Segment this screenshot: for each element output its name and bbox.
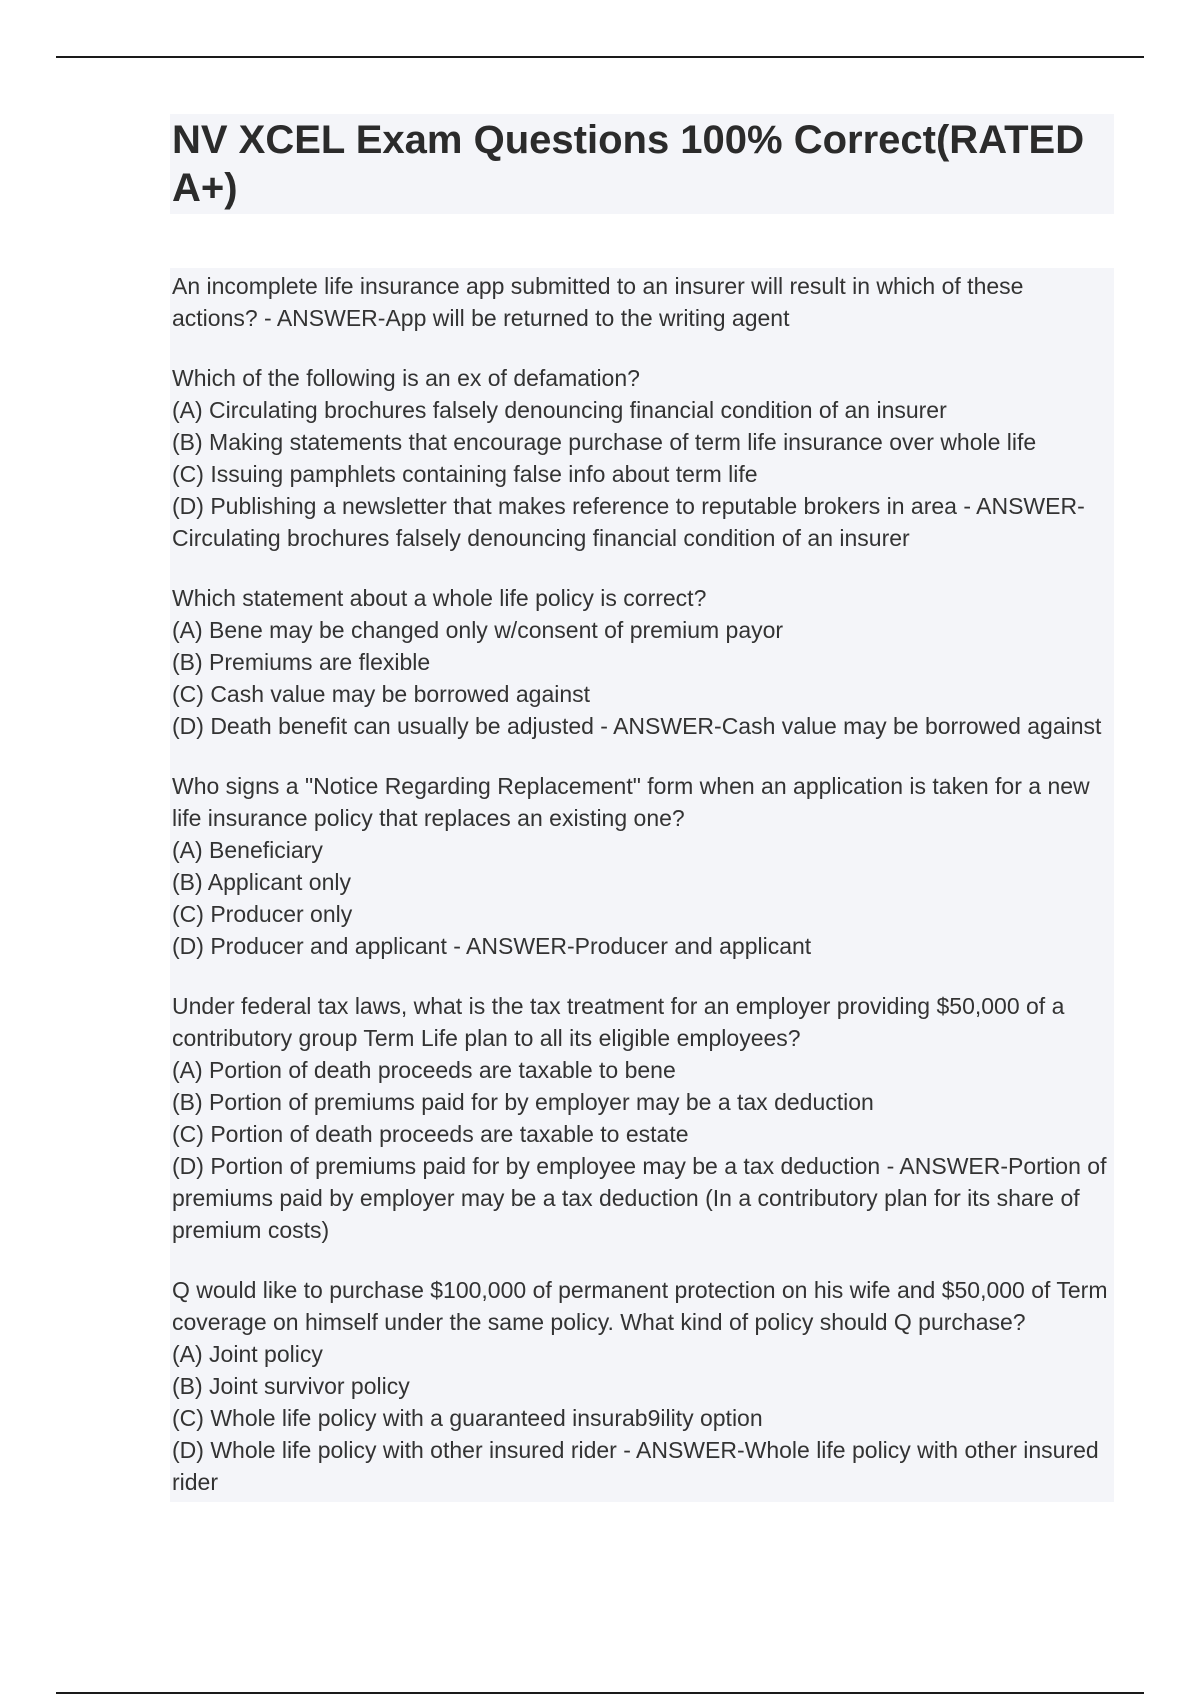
question-text: An incomplete life insurance app submitted to an insurer will result in which of these actions? - ANSWER-App will be returned to the writing agent (172, 273, 1024, 331)
question-block-2 (170, 362, 1114, 554)
question-block-5 (170, 990, 1114, 1246)
bottom-rule (56, 1692, 1144, 1694)
option-d-answer: (D) Portion of premiums paid for by employee may be a tax deduction - ANSWER-Portion of premiums paid by employer may be a tax deduction (In a contributory plan for its share of premium costs) (172, 1153, 1107, 1243)
option-a: (A) Bene may be changed only w/consent of premium payor (172, 617, 784, 643)
question-block-4 (170, 770, 1114, 962)
questions-section (170, 268, 1114, 1502)
option-d-answer: (D) Death benefit can usually be adjusted - ANSWER-Cash value may be borrowed against (172, 713, 1102, 739)
question-text: Which statement about a whole life policy is correct? (172, 585, 707, 611)
top-rule (56, 56, 1144, 58)
option-b: (B) Making statements that encourage purchase of term life insurance over whole life (172, 429, 1037, 455)
option-b: (B) Premiums are flexible (172, 649, 431, 675)
option-a: (A) Joint policy (172, 1341, 323, 1367)
option-c: (C) Producer only (172, 901, 353, 927)
option-c: (C) Portion of death proceeds are taxable to estate (172, 1121, 689, 1147)
option-a: (A) Portion of death proceeds are taxable to bene (172, 1057, 676, 1083)
option-b: (B) Joint survivor policy (172, 1373, 410, 1399)
option-d-answer: (D) Publishing a newsletter that makes reference to reputable brokers in area - ANSWER-Circulating brochures falsely denouncing financial condition of an insurer (172, 493, 1085, 551)
document-title: NV XCEL Exam Questions 100% Correct(RATED A+) (172, 118, 1085, 210)
option-c: (C) Whole life policy with a guaranteed insurab9ility option (172, 1405, 763, 1431)
option-d-answer: (D) Producer and applicant - ANSWER-Producer and applicant (172, 933, 812, 959)
option-c: (C) Issuing pamphlets containing false info about term life (172, 461, 758, 487)
title-band (170, 114, 1114, 214)
question-text: Under federal tax laws, what is the tax treatment for an employer providing $50,000 of a contributory group Term Life plan to all its eligible employees? (172, 993, 1065, 1051)
question-block-3 (170, 582, 1114, 742)
question-block-6 (170, 1274, 1114, 1498)
option-c: (C) Cash value may be borrowed against (172, 681, 591, 707)
option-b: (B) Portion of premiums paid for by employer may be a tax deduction (172, 1089, 874, 1115)
question-text: Who signs a "Notice Regarding Replacement" form when an application is taken for a new life insurance policy that replaces an existing one? (172, 773, 1090, 831)
option-b: (B) Applicant only (172, 869, 351, 895)
option-d-answer: (D) Whole life policy with other insured rider - ANSWER-Whole life policy with other insured rider (172, 1437, 1099, 1495)
option-a: (A) Circulating brochures falsely denouncing financial condition of an insurer (172, 397, 947, 423)
question-text: Which of the following is an ex of defamation? (172, 365, 640, 391)
question-block-1 (170, 270, 1114, 334)
question-text: Q would like to purchase $100,000 of permanent protection on his wife and $50,000 of Term coverage on himself under the same policy. What kind of policy should Q purchase? (172, 1277, 1108, 1335)
option-a: (A) Beneficiary (172, 837, 323, 863)
